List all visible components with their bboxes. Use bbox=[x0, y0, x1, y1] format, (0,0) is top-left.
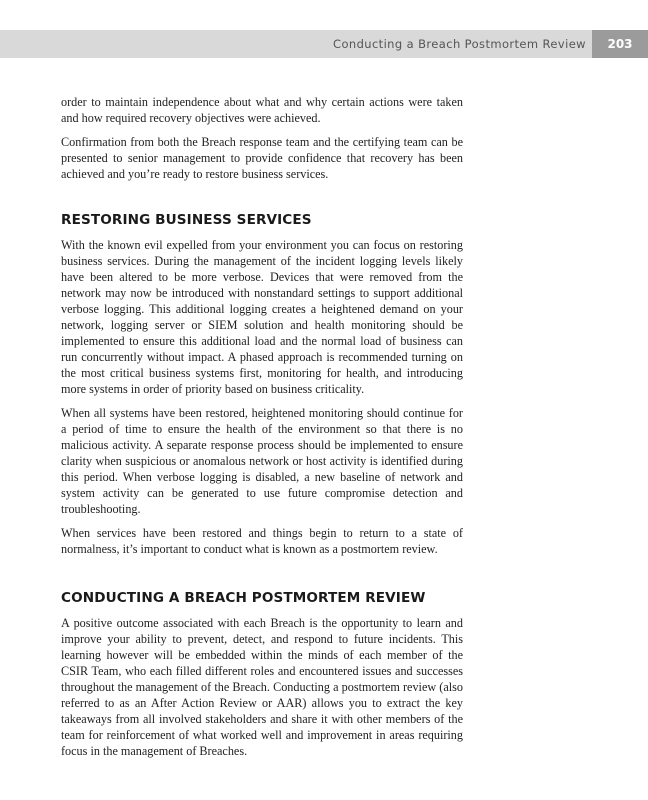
restoring-paragraph-1: With the known evil expelled from your environment you can focus on restoring business services. During the management of the incident logging levels likely have been altered to be more verbose. Devices that were removed from the network may now be introduced with nonstandard settings to support additional verbose logging. This additional logging creates a heightened demand on your network, logging server or SIEM solution and health monitoring should be implemented to ensure this additional load and the normal load of business can run concurrently without impact. A phased approach is recommended turning on the most critical business systems first, monitoring for health, and introducing more systems in order of priority based on business criticality. bbox=[61, 238, 463, 396]
running-header bbox=[0, 30, 648, 58]
intro-paragraph-1: order to maintain independence about what and why certain actions were taken and how required recovery objectives were achieved. bbox=[61, 95, 463, 125]
restoring-paragraph-3: When services have been restored and things begin to return to a state of normalness, it’s important to conduct what is known as a postmortem review. bbox=[61, 526, 463, 556]
restoring-paragraph-2: When all systems have been restored, heightened monitoring should continue for a period of time to ensure the health of the environment so that there is no malicious activity. A separate response process should be implemented to ensure clarity when suspicious or anomalous network or host activity is identified during this period. When verbose logging is disabled, a new baseline of network and system activity can be generated to use future compromise detection and troubleshooting. bbox=[61, 406, 463, 516]
running-title: Conducting a Breach Postmortem Review bbox=[333, 37, 586, 51]
postmortem-paragraph-1: A positive outcome associated with each Breach is the opportunity to learn and improve your ability to prevent, detect, and respond to future incidents. This learning however will be embedded within the minds of each member of the CSIR Team, who each filled different roles and encountered issues and successes throughout the management of the Breach. Conducting a postmortem review (also referred to as an After Action Review or AAR) allows you to extract the key takeaways from all involved stakeholders and share it with other members of the team for reinforcement of what worked well and improvement in areas requiring focus in the management of Breaches. bbox=[61, 616, 463, 758]
intro-paragraph-2: Confirmation from both the Breach response team and the certifying team can be presented to senior management to provide confidence that recovery has been achieved and you’re ready to restore business services. bbox=[61, 135, 463, 181]
section-heading-restoring: RESTORING BUSINESS SERVICES bbox=[61, 212, 312, 228]
page-body bbox=[61, 94, 463, 767]
section-heading-postmortem: CONDUCTING A BREACH POSTMORTEM REVIEW bbox=[61, 590, 426, 606]
page-number: 203 bbox=[592, 30, 648, 58]
